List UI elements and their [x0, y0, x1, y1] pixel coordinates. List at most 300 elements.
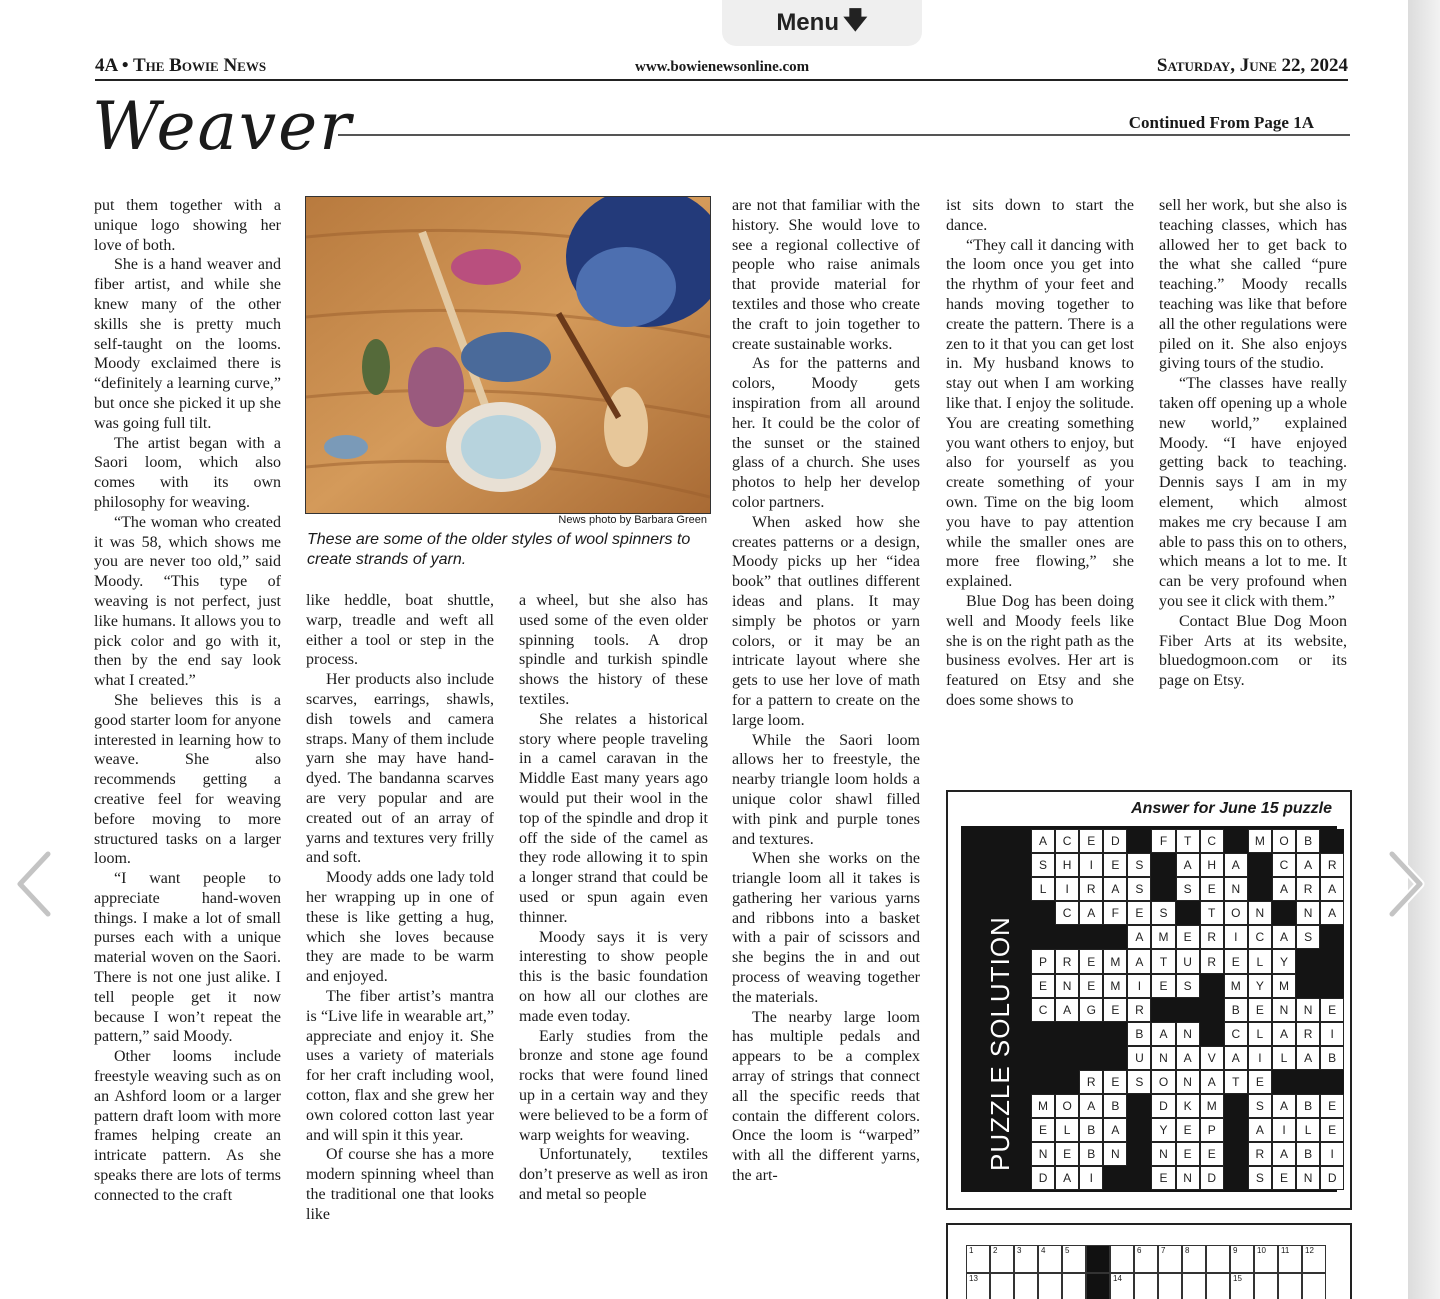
answer-cell: L — [1031, 877, 1055, 901]
answer-cell: E — [1248, 998, 1272, 1022]
paragraph: Other looms include freestyle weaving such as on an Ashford loom or a larger pattern draft loom with more frames helping create an intricate pattern. As she speaks there are lots of terms connected to the craft — [94, 1048, 281, 1204]
answer-cell: A — [1103, 1118, 1127, 1142]
crossword-cell[interactable] — [1182, 1245, 1206, 1273]
next-page-button[interactable] — [1384, 848, 1428, 920]
answer-cell: T — [1224, 1070, 1248, 1094]
black-square — [1031, 1022, 1055, 1046]
black-square — [1320, 829, 1344, 853]
answer-cell: E — [1055, 1142, 1079, 1166]
paragraph: The artist began with a Saori loom, which also comes with its own philosophy for weaving. — [94, 434, 281, 511]
continued-label: Continued From Page 1A — [1128, 113, 1314, 132]
black-square — [1103, 925, 1127, 949]
answer-cell: E — [1079, 829, 1103, 853]
answer-cell: N — [1248, 901, 1272, 925]
paragraph: “I want people to appreciate hand-woven things. I make a lot of small purses each with a unique material woven on the Saori. There is not one just alike. I tell people get it now because I won’t repeat the pattern,” said Moody. — [94, 870, 281, 1046]
paragraph: Of course she has a more modern spinning wheel than the traditional one that looks like — [306, 1146, 494, 1223]
answer-cell: C — [1055, 829, 1079, 853]
crossword-cell[interactable] — [990, 1245, 1014, 1273]
answer-cell: E — [1320, 1094, 1344, 1118]
answer-cell: D — [1103, 829, 1127, 853]
clue-number: 15 — [1233, 1274, 1242, 1283]
answer-cell: I — [1079, 853, 1103, 877]
answer-cell: D — [1320, 1166, 1344, 1190]
answer-cell: O — [1224, 901, 1248, 925]
answer-cell: E — [1224, 949, 1248, 973]
answer-cell: E — [1031, 1118, 1055, 1142]
paragraph: Her products also include scarves, earrings, shawls, dish towels and camera straps. Many of them include yarn she may have hand-dyed. The bandanna scarves are very popular and are created out of an array of yarns and textures very frilly and soft. — [306, 671, 494, 867]
answer-cell: I — [1248, 1046, 1272, 1070]
black-square — [1055, 925, 1079, 949]
paragraph: like heddle, boat shuttle, warp, treadle and weft all either a tool or step in the process. — [306, 592, 494, 669]
answer-cell: N — [1031, 1142, 1055, 1166]
answer-cell: N — [1055, 974, 1079, 998]
answer-cell: M — [1272, 974, 1296, 998]
answer-cell: R — [1248, 1142, 1272, 1166]
section-title: Weaver — [92, 88, 353, 165]
answer-cell: T — [1176, 829, 1200, 853]
answer-cell: A — [1272, 1094, 1296, 1118]
answer-cell: O — [1055, 1094, 1079, 1118]
photo-caption: These are some of the older styles of wool spinners to create strands of yarn. — [307, 531, 691, 568]
puzzle-title: Answer for June 15 puzzle — [1131, 800, 1332, 817]
answer-cell: I — [1079, 1166, 1103, 1190]
issue-date: Saturday, June 22, 2024 — [1156, 55, 1348, 76]
clue-number: 4 — [1041, 1246, 1046, 1255]
article-column-5 — [946, 196, 1134, 711]
answer-cell: T — [1200, 901, 1224, 925]
page-edge — [1408, 0, 1440, 1299]
answer-cell: A — [1127, 925, 1151, 949]
crossword-box — [946, 1223, 1352, 1299]
black-square — [1176, 998, 1200, 1022]
answer-cell: R — [1200, 949, 1224, 973]
black-square — [1103, 1046, 1127, 1070]
black-square — [1320, 949, 1344, 973]
answer-cell: E — [1320, 1118, 1344, 1142]
paragraph: She believes this is a good starter loom for anyone interested in learning how to weave. She also recommends getting a creative feel for weaving before moving to more structured tasks on a larger loom. — [94, 691, 281, 868]
answer-cell: E — [1079, 949, 1103, 973]
answer-cell: S — [1296, 925, 1320, 949]
paragraph: While the Saori loom allows her to freestyle, the nearby triangle loom holds a unique color shawl filled with pink and purple tones and textures. — [732, 731, 920, 848]
black-square — [1127, 1142, 1151, 1166]
answer-cell: B — [1079, 1118, 1103, 1142]
crossword-cell[interactable] — [1014, 1245, 1038, 1273]
crossword-cell[interactable] — [1038, 1273, 1062, 1299]
crossword-cell[interactable] — [990, 1273, 1014, 1299]
answer-cell: N — [1103, 1142, 1127, 1166]
answer-cell: S — [1127, 853, 1151, 877]
answer-cell: N — [1224, 877, 1248, 901]
answer-cell: M — [1224, 974, 1248, 998]
black-square — [1296, 1070, 1320, 1094]
paragraph: When asked how she creates patterns or a design, Moody picks up her “idea book” that outlines different ideas and plans. It may simply be photos or yarn colors, or it may be an intricate layout where she gets to use her love of math for a pattern to create on the large loom. — [732, 513, 920, 729]
black-square — [1055, 1046, 1079, 1070]
answer-cell: L — [1272, 1046, 1296, 1070]
answer-cell: R — [1296, 877, 1320, 901]
black-square — [1320, 974, 1344, 998]
answer-cell: G — [1079, 998, 1103, 1022]
answer-cell: A — [1055, 998, 1079, 1022]
black-square — [1127, 829, 1151, 853]
answer-cell: A — [1224, 1046, 1248, 1070]
paragraph: are not that familiar with the history. She would love to see a regional collective of people who raise animals that provide material for textiles and those who create the craft to join together to create sustainable works. — [732, 197, 920, 353]
answer-cell: F — [1103, 901, 1127, 925]
answer-cell: O — [1151, 1070, 1175, 1094]
paragraph: Blue Dog has been doing well and Moody feels like she is on the right path as the business evolves. Her art is featured on Etsy and she does some shows to — [946, 592, 1134, 709]
answer-cell: E — [1200, 1142, 1224, 1166]
answer-cell: E — [1151, 974, 1175, 998]
answer-cell: R — [1200, 925, 1224, 949]
black-square — [1127, 1094, 1151, 1118]
crossword-cell[interactable] — [1206, 1273, 1230, 1299]
black-square — [1151, 998, 1175, 1022]
answer-cell: N — [1176, 1166, 1200, 1190]
menu-label: Menu — [776, 9, 839, 36]
answer-cell: A — [1103, 877, 1127, 901]
paragraph: She relates a historical story where people traveling in a camel caravan in the Middle East many years ago would put their wool in the top of the spindle and drop it off the side of the camel as they rode allowing it to spin a longer strand that could be used or spun again even thinner. — [519, 710, 708, 926]
answer-cell: R — [1055, 949, 1079, 973]
answer-cell: C — [1224, 1022, 1248, 1046]
spinners-photo-illustration — [306, 197, 710, 513]
answer-cell: L — [1248, 949, 1272, 973]
answer-cell: S — [1176, 974, 1200, 998]
clue-number: 5 — [1065, 1246, 1070, 1255]
black-square — [1320, 1070, 1344, 1094]
black-square — [1055, 1070, 1079, 1094]
answer-cell: S — [1127, 1070, 1151, 1094]
answer-cell: P — [1200, 1118, 1224, 1142]
clue-number: 7 — [1161, 1246, 1166, 1255]
answer-cell: P — [1031, 949, 1055, 973]
crossword-cell[interactable] — [1278, 1245, 1302, 1273]
answer-cell: C — [1200, 829, 1224, 853]
puzzle-label: PUZZLE SOLUTION — [985, 916, 1015, 1171]
answer-cell: A — [1127, 949, 1151, 973]
black-square — [1031, 1070, 1055, 1094]
answer-cell: M — [1103, 949, 1127, 973]
article-column-3 — [519, 591, 708, 1205]
black-square — [1079, 1046, 1103, 1070]
black-square — [1320, 925, 1344, 949]
answer-cell: U — [1176, 949, 1200, 973]
answer-cell: I — [1320, 1142, 1344, 1166]
answer-cell: E — [1079, 974, 1103, 998]
answer-cell: K — [1176, 1094, 1200, 1118]
answer-cell: N — [1151, 1046, 1175, 1070]
black-square — [1086, 1273, 1110, 1299]
answer-cell: D — [1200, 1166, 1224, 1190]
paragraph: She is a hand weaver and fiber artist, and while she knew many of the other skills she is pretty much self-taught on the looms. Moody exclaimed there is “definitely a learning curve,” but once she picked it up she was going full tilt. — [94, 256, 281, 432]
clue-number: 13 — [969, 1274, 978, 1283]
paragraph: Unfortunately, textiles don’t preserve as well as iron and metal so people — [519, 1146, 708, 1203]
paragraph: As for the patterns and colors, Moody gets inspiration from all around her. It could be the color of the sunset or the stained glass of a church. She uses photos to help her develop color partners. — [732, 355, 920, 511]
black-square — [1031, 925, 1055, 949]
answer-cell: N — [1272, 998, 1296, 1022]
black-square — [1224, 1166, 1248, 1190]
answer-cell: I — [1320, 1022, 1344, 1046]
answer-cell: M — [1248, 829, 1272, 853]
black-square — [1200, 998, 1224, 1022]
black-square — [1151, 853, 1175, 877]
page-label: 4A • The Bowie News — [95, 55, 267, 76]
paragraph: When she works on the triangle loom all it takes is gathering her various yarns and ribbons into a basket with a pair of scissors and she begins the in and out process of weaving together the materials. — [732, 850, 920, 1006]
black-square — [1296, 949, 1320, 973]
menu-button[interactable] — [722, 0, 922, 46]
clue-number: 10 — [1257, 1246, 1266, 1255]
paragraph: a wheel, but she also has used some of the even older spinning tools. A drop spindle and turkish spindle shows the history of these textiles. — [519, 592, 708, 708]
answer-cell: B — [1103, 1094, 1127, 1118]
paragraph: Moody says it is very interesting to show people this is the basic foundation on how all our clothes are made even today. — [519, 928, 708, 1025]
answer-cell: A — [1320, 901, 1344, 925]
answer-cell: I — [1127, 974, 1151, 998]
answer-cell: I — [1224, 925, 1248, 949]
answer-cell: E — [1176, 925, 1200, 949]
crossword-cell[interactable] — [1254, 1273, 1278, 1299]
answer-cell: A — [1200, 1070, 1224, 1094]
answer-cell: N — [1296, 1166, 1320, 1190]
answer-cell: O — [1272, 829, 1296, 853]
answer-cell: N — [1151, 1142, 1175, 1166]
answer-cell: H — [1055, 853, 1079, 877]
black-square — [1224, 829, 1248, 853]
crossword-cell[interactable] — [1110, 1245, 1134, 1273]
paragraph: The nearby large loom has multiple pedals and appears to be a complex array of strings that connect all the specific reeds that contain the different colors. Once the loom is “warped” with all the different yarns, the art- — [732, 1008, 920, 1185]
arrow-down-icon: 🡇 — [842, 6, 868, 34]
crossword-cell[interactable] — [1134, 1273, 1158, 1299]
answer-cell: B — [1127, 1022, 1151, 1046]
black-square — [1103, 1022, 1127, 1046]
paragraph: The fiber artist’s mantra is “Live life in wearable art,” appreciate and enjoy it. She uses a variety of materials for her craft including wool, cotton, flax and she grew her own colored cotton last year and will spin it this year. — [306, 987, 494, 1144]
answer-cell: L — [1055, 1118, 1079, 1142]
black-square — [1224, 1094, 1248, 1118]
crossword-cell[interactable] — [1182, 1273, 1206, 1299]
answer-cell: R — [1079, 1070, 1103, 1094]
paragraph: “The woman who created it was 58, which shows me you are never too old,” said Moody. “This type of weaving is not perfect, just like humans. It allows you to pick color and go with it, then by the end say look what I created.” — [94, 513, 281, 690]
black-square — [1272, 1070, 1296, 1094]
clue-number: 8 — [1185, 1246, 1190, 1255]
answer-cell: S — [1151, 901, 1175, 925]
paragraph: “They call it dancing with the loom once you get into the rhythm of your feet and hands moving together to create the pattern. There is a zen to it that you can get lost in. My husband knows to stay out when I am working like that. I enjoy the solitude. You are creating something you want others to enjoy, but also for yourself as you create something of your own. Time on the big loom you have to pay attention while the smaller ones are more free flowing,” she explained. — [946, 236, 1134, 591]
answer-cell: F — [1151, 829, 1175, 853]
answer-cell: I — [1055, 877, 1079, 901]
answer-cell: E — [1031, 974, 1055, 998]
answer-cell: B — [1296, 1142, 1320, 1166]
answer-cell: E — [1151, 1166, 1175, 1190]
article-column-2 — [306, 591, 494, 1225]
crossword-cell[interactable] — [1062, 1245, 1086, 1273]
answer-cell: A — [1176, 853, 1200, 877]
answer-cell: S — [1248, 1166, 1272, 1190]
clue-number: 9 — [1233, 1246, 1238, 1255]
black-square — [1086, 1245, 1110, 1273]
answer-cell: C — [1272, 853, 1296, 877]
answer-cell: S — [1127, 877, 1151, 901]
black-square — [1272, 901, 1296, 925]
answer-cell: A — [1224, 853, 1248, 877]
answer-cell: N — [1296, 901, 1320, 925]
answer-cell: S — [1176, 877, 1200, 901]
answer-cell: B — [1079, 1142, 1103, 1166]
black-square — [1200, 1022, 1224, 1046]
answer-cell: E — [1103, 1070, 1127, 1094]
answer-cell: N — [1176, 1070, 1200, 1094]
answer-cell: A — [1296, 853, 1320, 877]
black-square — [1296, 974, 1320, 998]
crossword-cell[interactable] — [1302, 1273, 1326, 1299]
answer-cell: A — [1031, 829, 1055, 853]
puzzle-solution-box — [946, 790, 1352, 1210]
answer-cell: R — [1296, 1022, 1320, 1046]
puzzle-panel — [961, 826, 1337, 1192]
answer-cell: E — [1127, 901, 1151, 925]
clue-number: 12 — [1305, 1246, 1314, 1255]
answer-cell: V — [1200, 1046, 1224, 1070]
answer-cell: E — [1248, 1070, 1272, 1094]
answer-cell: E — [1272, 1166, 1296, 1190]
solution-grid — [1031, 829, 1344, 1190]
answer-cell: N — [1296, 998, 1320, 1022]
answer-cell: A — [1079, 1094, 1103, 1118]
answer-cell: M — [1103, 974, 1127, 998]
answer-cell: R — [1127, 998, 1151, 1022]
answer-cell: H — [1200, 853, 1224, 877]
paragraph: “The classes have really taken off opening up a whole new world,” explained Moody. “I have enjoyed getting back to teaching. Dennis says I am in my element, which almost makes me cry because I am able to pass this on to others, which means a lot to me. It can be very profound when you see it click with them.” — [1159, 375, 1347, 610]
article-column-1 — [94, 196, 281, 1206]
clue-number: 11 — [1281, 1246, 1290, 1255]
crossword-cell[interactable] — [1206, 1245, 1230, 1273]
answer-cell: E — [1103, 853, 1127, 877]
answer-cell: A — [1320, 877, 1344, 901]
crossword-cell[interactable] — [1158, 1273, 1182, 1299]
crossword-cell[interactable] — [1062, 1273, 1086, 1299]
paragraph: sell her work, but she also is teaching classes, which has allowed her to get back to the what she called “pure teaching.” Moody recalls teaching was like that before all the other regulations were piled on it. She also enjoys giving tours of the studio. — [1159, 197, 1347, 373]
black-square — [1248, 877, 1272, 901]
paragraph: ist sits down to start the dance. — [946, 197, 1134, 234]
answer-cell: A — [1248, 1118, 1272, 1142]
answer-cell: E — [1320, 998, 1344, 1022]
answer-cell: A — [1272, 877, 1296, 901]
article-column-4 — [732, 196, 920, 1186]
crossword-cell[interactable] — [1302, 1245, 1326, 1273]
black-square — [1200, 974, 1224, 998]
answer-cell: M — [1151, 925, 1175, 949]
black-square — [1079, 925, 1103, 949]
answer-cell: A — [1079, 901, 1103, 925]
paragraph: Contact Blue Dog Moon Fiber Arts at its website, bluedogmoon.com or its page on Etsy. — [1159, 612, 1347, 690]
previous-page-button[interactable] — [12, 848, 56, 920]
answer-cell: C — [1055, 901, 1079, 925]
answer-cell: B — [1296, 829, 1320, 853]
crossword-cell[interactable] — [1038, 1245, 1062, 1273]
paragraph: put them together with a unique logo showing her love of both. — [94, 197, 281, 254]
answer-cell: A — [1176, 1046, 1200, 1070]
crossword-cell[interactable] — [1230, 1273, 1254, 1299]
answer-cell: A — [1151, 1022, 1175, 1046]
answer-cell: B — [1320, 1046, 1344, 1070]
crossword-grid — [966, 1245, 1326, 1299]
answer-cell: T — [1151, 949, 1175, 973]
answer-cell: B — [1224, 998, 1248, 1022]
crossword-cell[interactable] — [1278, 1273, 1302, 1299]
answer-cell: E — [1176, 1142, 1200, 1166]
clue-number: 3 — [1017, 1246, 1022, 1255]
title-rule — [338, 134, 1350, 136]
answer-cell: I — [1272, 1118, 1296, 1142]
answer-cell: A — [1055, 1166, 1079, 1190]
crossword-cell[interactable] — [1230, 1245, 1254, 1273]
crossword-cell[interactable] — [1158, 1245, 1182, 1273]
clue-number: 2 — [993, 1246, 998, 1255]
black-square — [1103, 1166, 1127, 1190]
page-header — [95, 55, 1348, 81]
crossword-cell[interactable] — [1134, 1245, 1158, 1273]
answer-cell: M — [1200, 1094, 1224, 1118]
crossword-cell[interactable] — [966, 1245, 990, 1273]
answer-cell: D — [1031, 1166, 1055, 1190]
answer-cell: U — [1127, 1046, 1151, 1070]
answer-cell: C — [1031, 998, 1055, 1022]
article-photo — [305, 196, 711, 514]
paragraph: Early studies from the bronze and stone age found rocks that were found lined up in a certain way and they were believed to be a form of warp weights for weaving. — [519, 1027, 708, 1144]
black-square — [1031, 901, 1055, 925]
answer-cell: E — [1103, 998, 1127, 1022]
answer-cell: L — [1248, 1022, 1272, 1046]
black-square — [1127, 1118, 1151, 1142]
crossword-cell[interactable] — [966, 1273, 990, 1299]
answer-cell: C — [1248, 925, 1272, 949]
black-square — [1079, 1022, 1103, 1046]
clue-number: 6 — [1137, 1246, 1142, 1255]
answer-cell: S — [1031, 853, 1055, 877]
answer-cell: R — [1079, 877, 1103, 901]
black-square — [1248, 853, 1272, 877]
answer-cell: Y — [1248, 974, 1272, 998]
answer-cell: A — [1272, 1022, 1296, 1046]
answer-cell: M — [1031, 1094, 1055, 1118]
answer-cell: S — [1248, 1094, 1272, 1118]
clue-number: 1 — [969, 1246, 974, 1255]
black-square — [1151, 877, 1175, 901]
answer-cell: N — [1176, 1022, 1200, 1046]
answer-cell: A — [1272, 925, 1296, 949]
answer-cell: E — [1176, 1118, 1200, 1142]
answer-cell: D — [1151, 1094, 1175, 1118]
black-square — [1127, 1166, 1151, 1190]
answer-cell: A — [1296, 1046, 1320, 1070]
crossword-cell[interactable] — [1014, 1273, 1038, 1299]
answer-cell: Y — [1272, 949, 1296, 973]
crossword-cell[interactable] — [1254, 1245, 1278, 1273]
answer-cell: B — [1296, 1094, 1320, 1118]
black-square — [1055, 1022, 1079, 1046]
photo-credit: News photo by Barbara Green — [558, 514, 707, 526]
black-square — [1224, 1142, 1248, 1166]
answer-cell: A — [1272, 1142, 1296, 1166]
answer-cell: R — [1320, 853, 1344, 877]
crossword-cell[interactable] — [1110, 1273, 1134, 1299]
paragraph: Moody adds one lady told her wrapping up in one of these is like getting a hug, which she loves because they are made to be warm and enjoyed. — [306, 869, 494, 986]
answer-cell: Y — [1151, 1118, 1175, 1142]
chevron-left-icon — [12, 848, 56, 920]
clue-number: 14 — [1113, 1274, 1122, 1283]
site-url[interactable]: www.bowienewsonline.com — [635, 59, 810, 75]
answer-cell: L — [1296, 1118, 1320, 1142]
chevron-right-icon — [1384, 848, 1428, 920]
article-column-6 — [1159, 196, 1347, 691]
black-square — [1031, 1046, 1055, 1070]
black-square — [1176, 901, 1200, 925]
black-square — [1224, 1118, 1248, 1142]
